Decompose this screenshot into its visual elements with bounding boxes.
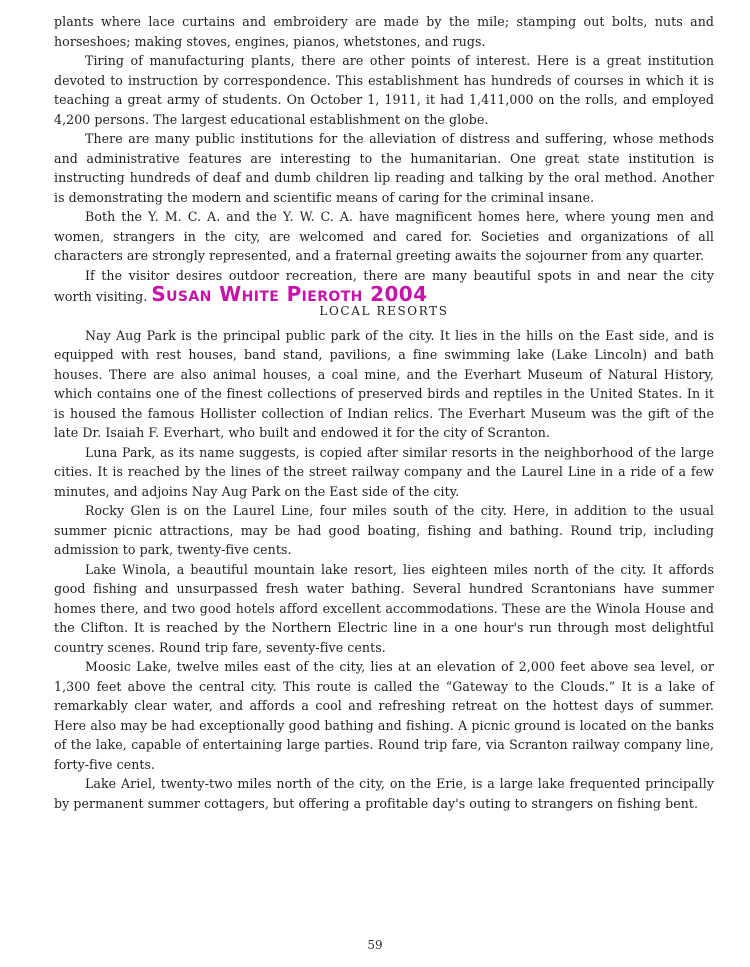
paragraph: Nay Aug Park is the principal public park of the city. It lies in the hills on the East side, and is equipped with rest houses, band stand, pavilions, a fine swimming lake (Lake Lincoln) and bath houses. There are also animal houses, a coal mine, and the Everhart Museum of Natural History, which contains one of the finest collections of preserved birds and reptiles in the United States. In it is housed the famous Hollister collection of Indian relics. The Everhart Museum was the gift of the late Dr. Isaiah F. Everhart, who built and endowed it for the city of Scranton. <box>54 327 714 440</box>
paragraph: Rocky Glen is on the Laurel Line, four miles south of the city. Here, in addition to the usual summer picnic attractions, may be had good boating, fishing and bathing. Round trip, including admission to park, twenty-five cents. <box>54 503 714 557</box>
paragraph: plants where lace curtains and embroidery are made by the mile; stamping out bolts, nuts and horseshoes; making stoves, engines, pianos, whetstones, and rugs. <box>54 14 714 49</box>
paragraph: Moosic Lake, twelve miles east of the city, lies at an elevation of 2,000 feet above sea level, or 1,300 feet above the central city. This route is called the “Gateway to the Clouds.” It is a lake of remarkably clear water, and affords a cool and refreshing retreat on the hottest days of summer. Here also may be had exceptionally good bathing and fishing. A picnic ground is located on the banks of the lake, capable of entertaining large parties. Round trip fare, via Scranton railway company line, forty-five cents. <box>54 659 714 772</box>
paragraph: Both the Y. M. C. A. and the Y. W. C. A. have magnificent homes here, where young men and women, strangers in the city, are welcomed and cared for. Societies and organizations of all characters are strongly represented, and a fraternal greeting awaits the sojourner from any quarter. <box>54 209 714 263</box>
paragraph: There are many public institutions for the alleviation of distress and suffering, whose methods and administrative features are interesting to the humanitarian. One great state institution is instructing hundreds of deaf and dumb children lip reading and talking by the oral method. Another is demonstrating the modern and scientific means of caring for the criminal insane. <box>54 131 714 205</box>
section-heading: LOCAL RESORTS <box>319 303 449 318</box>
paragraph-text: If the visitor desires outdoor recreation, there are many beautiful spots in and near the city worth visiting. <box>54 267 714 304</box>
paragraph: Lake Winola, a beautiful mountain lake resort, lies eighteen miles north of the city. It affords good fishing and unsurpassed fresh water bathing. Several hundred Scrantonians have summer homes there, and two good hotels afford excellent accommodations. These are the Winola House and the Clifton. It is reached by the Northern Electric line in a one hour's run through most delightful country scenes. Round trip fare, seventy-five cents. <box>54 561 714 655</box>
paragraph: Lake Ariel, twenty-two miles north of the city, on the Erie, is a large lake frequented principally by permanent summer cottagers, but offering a profitable day's outing to strangers on fishing bent. <box>54 776 714 811</box>
paragraph: Luna Park, as its name suggests, is copied after similar resorts in the neighborhood of the large cities. It is reached by the lines of the street railway company and the Laurel Line in a ride of a few minutes, and adjoins Nay Aug Park on the East side of the city. <box>54 444 714 499</box>
paragraph-with-watermark <box>54 266 714 307</box>
paragraph: Tiring of manufacturing plants, there are other points of interest. Here is a great institution devoted to instruction by correspondence. This establishment has hundreds of courses in which it is teaching a great army of students. On October 1, 1911, it had 1,411,000 on the rolls, and employed 4,200 persons. The largest educational establishment on the globe. <box>54 53 714 127</box>
watermark-signature: Susan White Pieroth 2004 <box>151 282 428 306</box>
page-number: 59 <box>367 938 383 952</box>
body-text <box>54 12 714 813</box>
